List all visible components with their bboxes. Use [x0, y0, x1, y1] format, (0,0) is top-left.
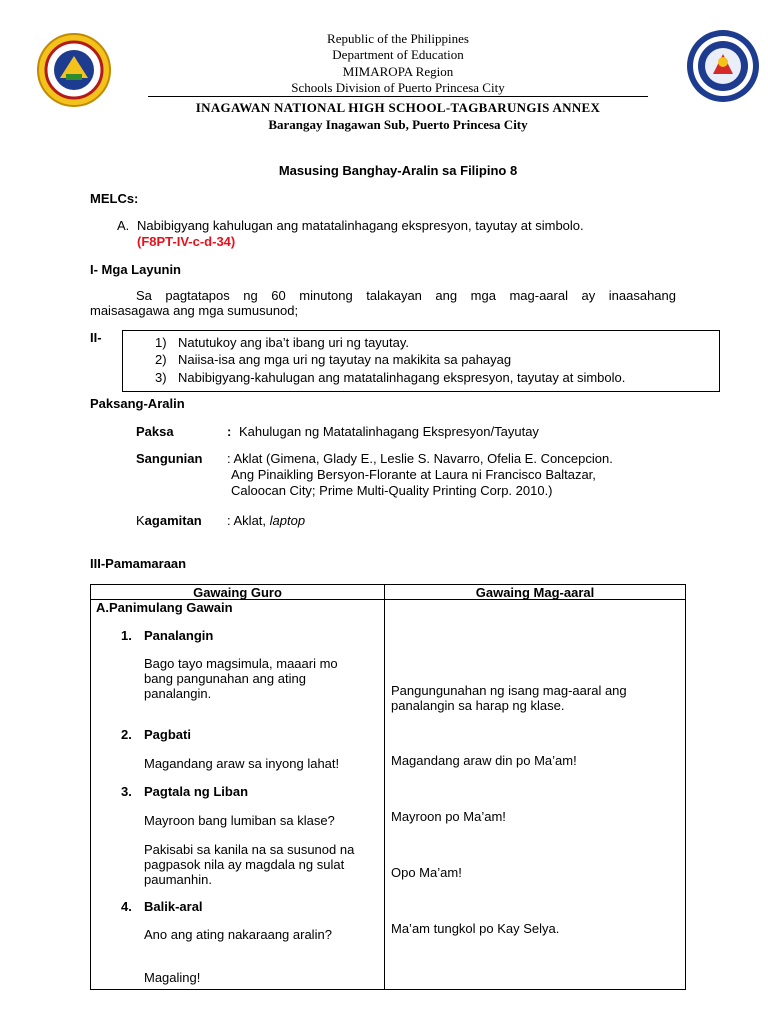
objective-num: 2)	[155, 352, 167, 367]
sanggunian-label: Sangunian	[136, 451, 203, 466]
header-rule	[148, 96, 648, 97]
melcs-heading: MELCs:	[90, 191, 139, 206]
layunin-side-label: II-	[90, 330, 102, 345]
objective-text: Naiisa-isa ang mga uri ng tayutay na makikita sa pahayag	[178, 352, 512, 367]
division-seal-logo	[36, 32, 112, 108]
student-text: panalangin sa harap ng klase.	[391, 698, 565, 713]
school-address: Barangay Inagawan Sub, Puerto Princesa City	[268, 117, 528, 132]
guro-text: pagpasok nila ay magdala ng sulat	[144, 857, 345, 872]
kagamitan-value-text: : Aklat,	[227, 513, 270, 528]
pamamaraan-table	[90, 584, 686, 990]
student-text: Opo Ma’am!	[391, 865, 462, 880]
kagamitan-label-rest: agamitan	[144, 513, 202, 528]
page-title: Masusing Banghay-Aralin sa Filipino 8	[278, 163, 518, 178]
step-number: 2.	[121, 727, 132, 742]
kagamitan-label-initial: K	[136, 513, 145, 528]
col-header-magaaral: Gawaing Mag-aaral	[475, 585, 595, 600]
guro-text: Mayroon bang lumiban sa klase?	[144, 813, 335, 828]
kagamitan-value	[227, 513, 305, 528]
sanggunian-line3: Caloocan City; Prime Multi-Quality Printing Corp. 2010.)	[231, 483, 553, 498]
step-title-balik-aral: Balik-aral	[144, 899, 203, 914]
paksa-colon: :	[227, 424, 232, 439]
kagamitan-value-italic: laptop	[269, 513, 306, 528]
student-text: Magandang araw din po Ma’am!	[391, 753, 577, 768]
sanggunian-line1: : Aklat (Gimena, Glady E., Leslie S. Navarro, Ofelia E. Concepcion.	[227, 451, 613, 466]
deped-seal-logo	[685, 28, 761, 104]
header-republic: Republic of the Philippines	[327, 31, 469, 46]
guro-text: paumanhin.	[144, 872, 212, 887]
objective-num: 1)	[155, 335, 167, 350]
step-title-pagbati: Pagbati	[144, 727, 191, 742]
melcs-item-letter: A.	[117, 218, 130, 233]
guro-text: bang pangunahan ang ating	[144, 671, 306, 686]
pamamaraan-heading: III-Pamamaraan	[90, 556, 187, 571]
guro-text: Magaling!	[144, 970, 201, 985]
objective-text: Nabibigyang-kahulugan ang matatalinhagang ekspresyon, tayutay at simbolo.	[178, 370, 626, 385]
step-title-pagtala: Pagtala ng Liban	[144, 784, 249, 799]
paksa-value: Kahulugan ng Matatalinhagang Ekspresyon/Tayutay	[239, 424, 539, 439]
step-number: 3.	[121, 784, 132, 799]
layunin-heading: I- Mga Layunin	[90, 262, 181, 277]
step-number: 1.	[121, 628, 132, 643]
guro-text: Magandang araw sa inyong lahat!	[144, 756, 340, 771]
paksang-aralin-heading: Paksang-Aralin	[90, 396, 185, 411]
melcs-code: (F8PT-IV-c-d-34)	[137, 234, 236, 249]
guro-text: panalangin.	[144, 686, 212, 701]
kagamitan-label	[136, 513, 202, 528]
objective-num: 3)	[155, 370, 167, 385]
col-header-guro: Gawaing Guro	[193, 585, 282, 600]
layunin-intro-line1: Sa pagtatapos ng 60 minutong talakayan ang mga mag-aaral ay inaasahang	[136, 288, 676, 303]
melcs-item-text: Nabibigyang kahulugan ang matatalinhagang ekspresyon, tayutay at simbolo.	[137, 218, 584, 233]
objectives-box	[122, 330, 720, 392]
paksa-label: Paksa	[136, 424, 174, 439]
step-title-panalangin: Panalangin	[144, 628, 214, 643]
student-text: Pangungunahan ng isang mag-aaral ang	[391, 683, 627, 698]
guro-text: Bago tayo magsimula, maaari mo	[144, 656, 338, 671]
sanggunian-line2: Ang Pinaikling Bersyon-Florante at Laura ni Francisco Baltazar,	[231, 467, 596, 482]
objective-text: Natutukoy ang iba’t ibang uri ng tayutay.	[178, 335, 410, 350]
header-region: MIMAROPA Region	[342, 64, 454, 79]
student-text: Mayroon po Ma’am!	[391, 809, 506, 824]
layunin-intro-line2: maisasagawa ang mga sumusunod;	[90, 303, 299, 318]
school-name: INAGAWAN NATIONAL HIGH SCHOOL-TAGBARUNGIS ANNEX	[195, 100, 601, 115]
guro-text: Pakisabi sa kanila na sa susunod na	[144, 842, 355, 857]
header-department: Department of Education	[332, 47, 464, 62]
table-column-divider	[384, 585, 385, 989]
guro-text: Ano ang ating nakaraang aralin?	[144, 927, 332, 942]
header-division: Schools Division of Puerto Princesa City	[291, 80, 505, 95]
section-panimulang-gawain: A.Panimulang Gawain	[96, 600, 233, 615]
step-number: 4.	[121, 899, 132, 914]
student-text: Ma’am tungkol po Kay Selya.	[391, 921, 560, 936]
